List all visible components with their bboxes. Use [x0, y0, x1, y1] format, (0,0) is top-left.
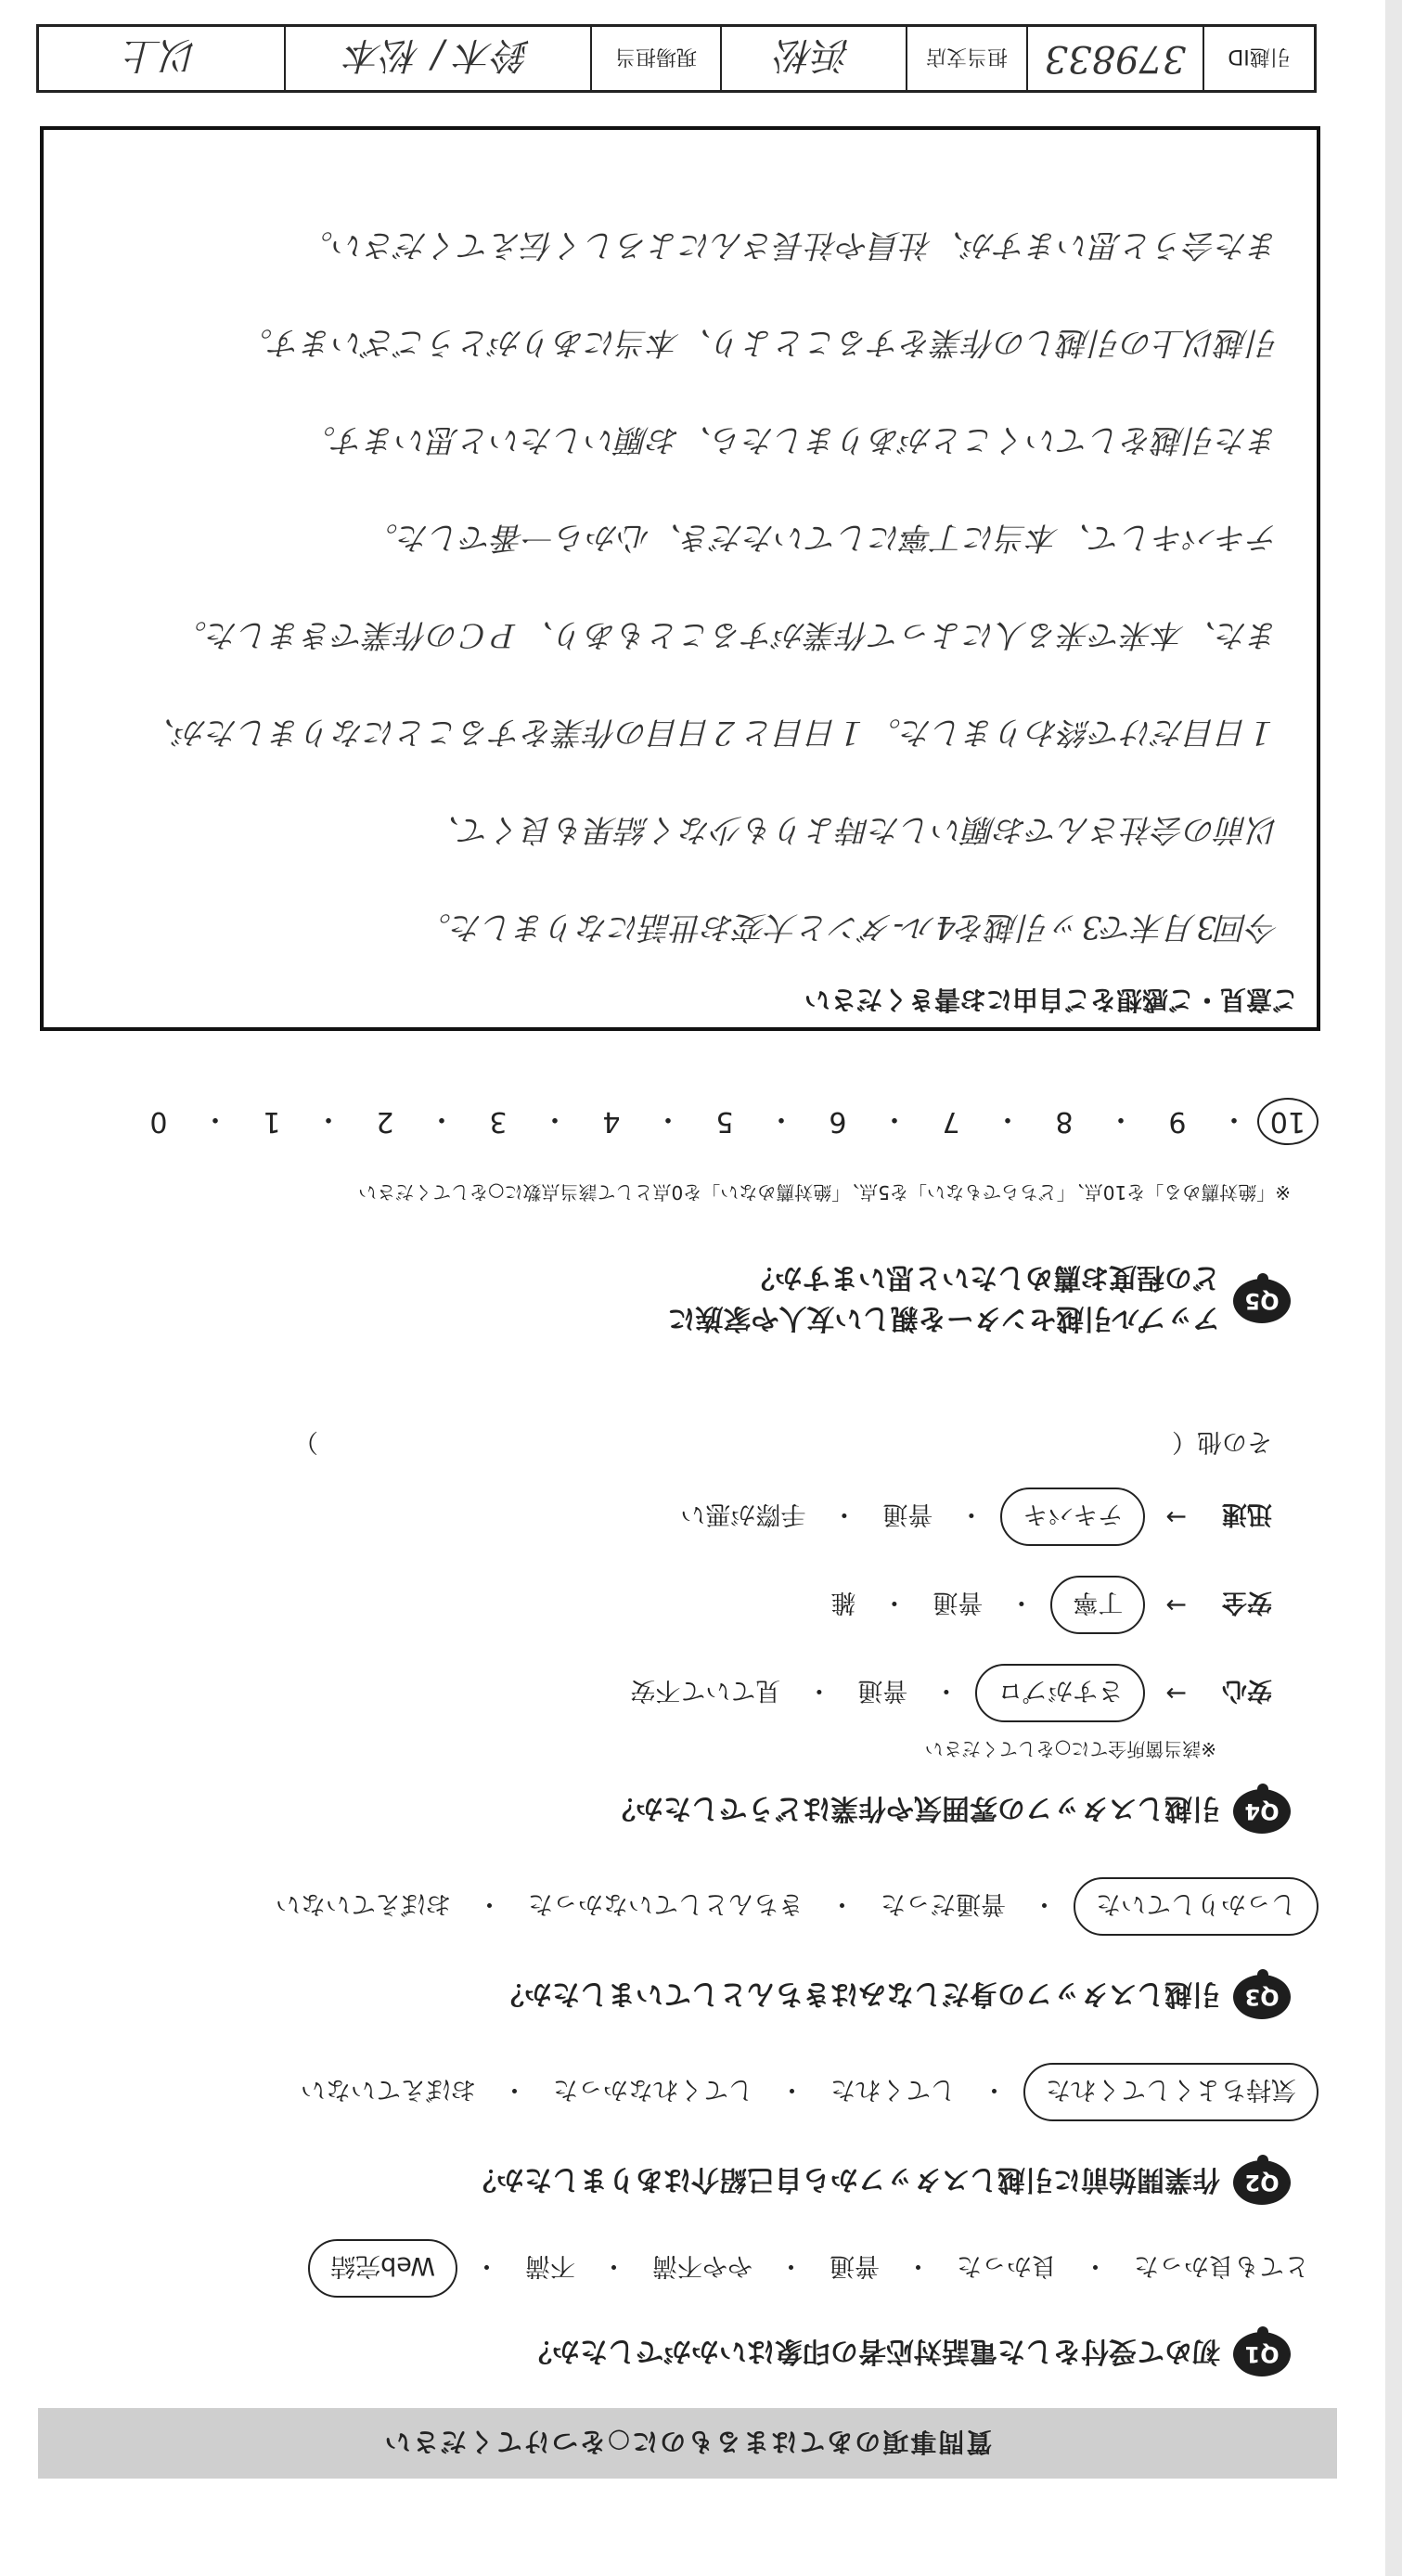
q5-score-8[interactable]: 8: [1055, 1105, 1074, 1139]
header-table: [36, 24, 1317, 93]
q4-row1-option-c[interactable]: 見ていて不安: [630, 1676, 781, 1705]
q3-options: しっかりしていた ・ 普通だった ・ きちんとしていなかった ・ おぼえていない: [266, 1877, 1318, 1936]
arrow-icon: →: [1165, 1502, 1187, 1531]
branch-label: 担当支店: [906, 27, 1026, 90]
q5-score-3[interactable]: 3: [489, 1105, 508, 1139]
q3-option-4[interactable]: おぼえていない: [276, 1889, 451, 1918]
comment-line-8: また会うと思いますが、社員や社長さんによろしく伝えてください。: [302, 226, 1280, 264]
q4-other: [293, 1426, 1272, 1462]
q4-row2-option-a-selected[interactable]: 丁寧: [1050, 1576, 1145, 1634]
q2-option-4[interactable]: おぼえていない: [301, 2075, 476, 2104]
q4-row3-option-b[interactable]: 普通: [882, 1500, 933, 1528]
q3-badge: Q3: [1233, 1975, 1291, 2019]
leader-label: 現場担当: [590, 27, 720, 90]
q2-text: 作業開始前に引越しスタッフから自己紹介はありましたか？: [469, 2163, 1220, 2196]
q1-option-2[interactable]: 良かった: [957, 2251, 1057, 2280]
q4-row-anshin: 安心 → さすがプロ ・ 普通 ・ 見ていて不安: [621, 1664, 1272, 1722]
q2-question: [469, 2160, 1291, 2205]
q1-option-1[interactable]: とても良かった: [1134, 2251, 1309, 2280]
q1-badge: Q1: [1233, 2332, 1291, 2376]
q3-option-1-selected[interactable]: しっかりしていた: [1074, 1877, 1318, 1936]
q2-option-2[interactable]: してくれた: [830, 2075, 956, 2104]
q5-score-4[interactable]: 4: [602, 1105, 621, 1139]
comment-line-3: １日目だけで終わりました。１日目と２日目の作業をすることになりましたが、: [144, 714, 1280, 751]
arrow-icon: →: [1165, 1591, 1187, 1619]
id-label: 引越ID: [1203, 27, 1314, 90]
q3-option-2[interactable]: 普通だった: [881, 1889, 1006, 1918]
q4-row-anzen: 安全 → 丁寧 ・ 普通 ・ 雑: [821, 1576, 1272, 1634]
q4-other-label: その他（: [1172, 1427, 1272, 1456]
id-value: 379833: [1026, 27, 1203, 90]
q1-option-6-selected[interactable]: Web完結: [308, 2239, 457, 2298]
q5-badge: Q5: [1233, 1279, 1291, 1323]
q1-text: 初めて受付をした電話対応者の印象はいかがでしたか？: [524, 2335, 1220, 2367]
q5-score-9[interactable]: 9: [1168, 1105, 1187, 1139]
q5-score-10-selected[interactable]: 10: [1257, 1099, 1318, 1146]
q4-row2-option-c[interactable]: 雑: [830, 1588, 856, 1616]
comment-line-5: テキパキして、本当に丁寧にしていただき、心から一番でした。: [367, 519, 1280, 556]
comment-title: ご意見・ご感想をご自由にお書きください: [804, 985, 1298, 1015]
q4-other-close: ）: [293, 1427, 318, 1456]
q5-score-2[interactable]: 2: [376, 1105, 394, 1139]
q5-score-7[interactable]: 7: [942, 1105, 960, 1139]
q4-badge: Q4: [1233, 1789, 1291, 1834]
q2-badge: Q2: [1233, 2160, 1291, 2205]
q1-option-3[interactable]: 普通: [830, 2251, 880, 2280]
q4-row-jinsoku: 迅速 → テキパキ ・ 普通 ・ 手際が悪い: [671, 1488, 1272, 1546]
q2-option-1-selected[interactable]: 気持ちよくしてくれた: [1023, 2063, 1318, 2121]
q2-option-3[interactable]: してくれなかった: [553, 2075, 753, 2104]
q4-row3-option-a-selected[interactable]: テキパキ: [1000, 1488, 1145, 1546]
q3-option-3[interactable]: きちんとしていなかった: [528, 1889, 804, 1918]
q5-question: [668, 1260, 1292, 1342]
q4-row1-option-b[interactable]: 普通: [857, 1676, 908, 1705]
q4-row-label: 安全: [1222, 1588, 1272, 1616]
comment-line-2: 以前の会社さんでお願いした時よりも少なく結果も良くて、: [428, 811, 1280, 848]
q4-row2-option-b[interactable]: 普通: [933, 1588, 984, 1616]
q2-options: 気持ちよくしてくれた ・ してくれた ・ してくれなかった ・ おぼえていない: [291, 2063, 1318, 2121]
q4-row-label: 安心: [1222, 1676, 1272, 1705]
q5-text-line2: どの程度お薦めしたいと思いますか？: [747, 1261, 1220, 1294]
q1-options: とても良かった ・ 良かった ・ 普通 ・ やや不満 ・ 不満 ・ Web完結: [308, 2239, 1318, 2298]
q3-text: 引越しスタッフの身だしなみはきちんとしていましたか？: [496, 1977, 1220, 2010]
q5-text-line1: アップル引越センターを親しい友人や家族に: [667, 1302, 1220, 1334]
branch-value: 浜松: [720, 27, 906, 90]
q1-option-5[interactable]: 不満: [525, 2251, 575, 2280]
q3-question: [496, 1975, 1291, 2019]
q5-note: ※「絶対薦める」を10点、「どちらでもない」を5点、「絶対薦めない」を0点として該当点数に○をしてください: [358, 1181, 1291, 1204]
q5-score-0[interactable]: 0: [149, 1105, 168, 1139]
q5-score-1[interactable]: 1: [263, 1105, 281, 1139]
q5-score-6[interactable]: 6: [829, 1105, 847, 1139]
leader-value: 鈴木 / 松本: [284, 27, 590, 90]
q4-question: [608, 1789, 1291, 1834]
q4-row1-option-a-selected[interactable]: さすがプロ: [975, 1664, 1145, 1722]
q1-option-4[interactable]: やや不満: [652, 2251, 752, 2280]
q5-score-5[interactable]: 5: [715, 1105, 734, 1139]
q4-text: 引越しスタッフの雰囲気や作業はどうでしたか？: [608, 1792, 1220, 1824]
instruction-banner: 質問事項のあてはまるものに○をつけてください: [38, 2408, 1337, 2479]
comment-line-4: また、本来で来る人によって作業がすることもあり、ＰＣの作業できました。: [175, 616, 1280, 653]
comment-line-7: 引越以上の引越しの作業をすることより、本当にありがとうございます。: [240, 324, 1280, 361]
q1-question: [524, 2332, 1291, 2376]
q5-scale: 10 ・ 9 ・ 8 ・ 7 ・ 6 ・ 5 ・ 4 ・ 3 ・ 2 ・ 1 ・ 0: [131, 1101, 1318, 1142]
comment-line-1: 今回3月末で3ッ引越を4ル-ダンと大変お世話になりました。: [419, 908, 1280, 946]
q4-row-label: 迅速: [1222, 1500, 1272, 1528]
arrow-icon: →: [1165, 1679, 1187, 1707]
comment-box[interactable]: [40, 126, 1320, 1031]
q4-row3-option-c[interactable]: 手際が悪い: [680, 1500, 806, 1528]
signature: 以上: [124, 33, 199, 77]
q4-note: ※該当箇所全てに○をしてください: [924, 1738, 1216, 1760]
comment-line-6: また引越をしていくことがありましたら、お願いしたいと思います。: [303, 421, 1280, 458]
